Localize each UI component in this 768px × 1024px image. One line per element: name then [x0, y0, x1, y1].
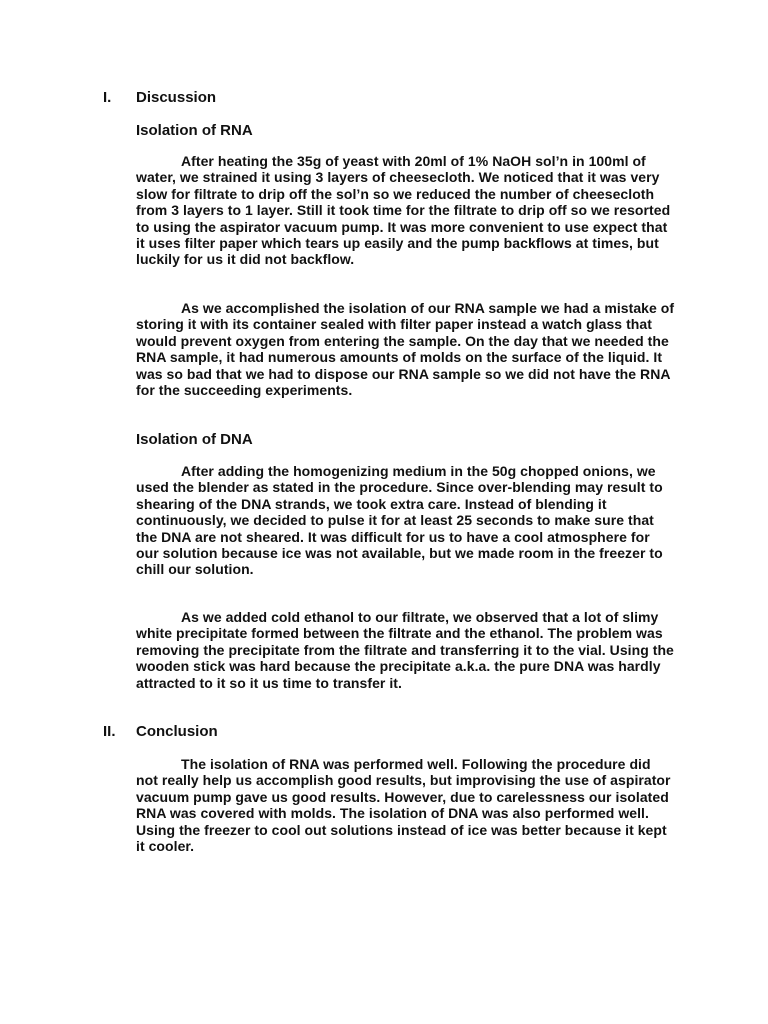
section-number: I. [103, 89, 112, 106]
subsection-heading-dna: Isolation of DNA [136, 431, 253, 448]
paragraph-dna-1: After adding the homogenizing medium in the 50g chopped onions, we used the blender as stated in the procedure. Since over-blending may result to shearing of the DNA strands, we took extra care. Instead of blending it continuously, we decided to pulse it for at least 25 seconds to make sure that the DNA are not sheared. It was difficult for us to have a cool atmosphere for our solution because ice was not available, but we made room in the freezer to chill our solution. [136, 463, 663, 578]
section-title: Discussion [136, 89, 217, 106]
paragraph-conclusion: The isolation of RNA was performed well. Following the procedure did not really help us accomplish good results, but improvising the use of aspirator vacuum pump gave us good results. However, due to carelessness our isolated RNA was covered with molds. The isolation of DNA was also performed well. Using the freezer to cool out solutions instead of ice was better because it kept it cooler. [136, 756, 671, 855]
section-title: Conclusion [136, 723, 218, 740]
section-heading-conclusion [103, 723, 218, 740]
section-number: II. [103, 723, 116, 740]
paragraph-rna-2: As we accomplished the isolation of our RNA sample we had a mistake of storing it with its container sealed with filter paper instead a watch glass that would prevent oxygen from entering the sample. On the day that we needed the RNA sample, it had numerous amounts of molds on the surface of the liquid. It was so bad that we had to dispose our RNA sample so we did not have the RNA for the succeeding experiments. [136, 300, 675, 399]
paragraph-rna-1: After heating the 35g of yeast with 20ml of 1% NaOH sol’n in 100ml of water, we strained it using 3 layers of cheesecloth. We noticed that it was very slow for filtrate to drip off the sol’n so we reduced the number of cheesecloth from 3 layers to 1 layer. Still it took time for the filtrate to drip off so we resorted to using the aspirator vacuum pump. It was more convenient to use expect that it uses filter paper which tears up easily and the pump backflows at times, but luckily for us it did not backflow. [136, 153, 671, 268]
subsection-heading-rna: Isolation of RNA [136, 122, 253, 139]
section-heading-discussion [103, 89, 216, 106]
paragraph-dna-2: As we added cold ethanol to our filtrate, we observed that a lot of slimy white precipitate formed between the filtrate and the ethanol. The problem was removing the precipitate from the filtrate and transferring it to the vial. Using the wooden stick was hard because the precipitate a.k.a. the pure DNA was hardly attracted to it so it us time to transfer it. [136, 609, 674, 691]
